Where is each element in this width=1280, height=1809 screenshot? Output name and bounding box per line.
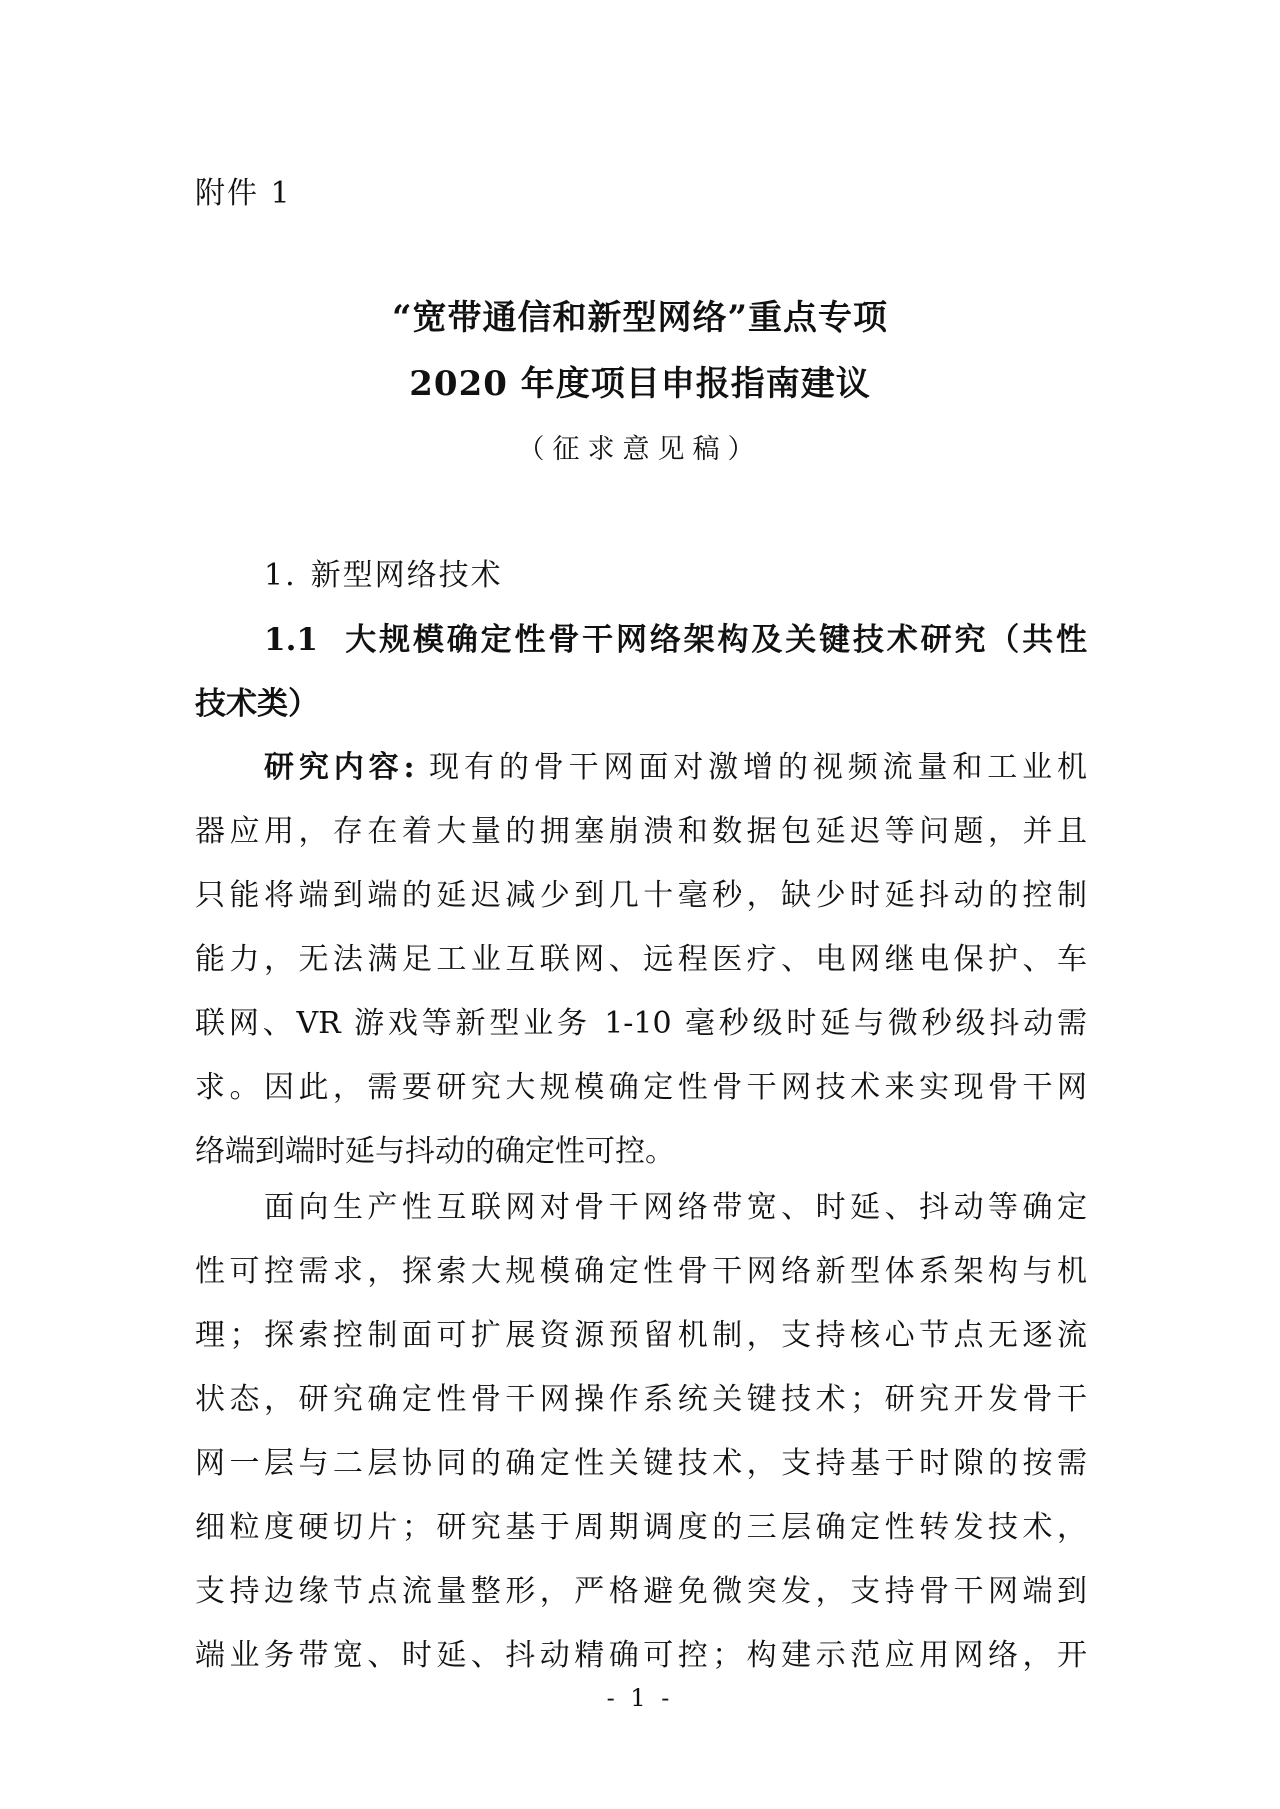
section-heading — [264, 550, 503, 594]
subsection-number: 1.1 — [264, 622, 318, 658]
paragraph-line: 络端到端时延与抖动的确定性可控。 — [195, 1134, 675, 1169]
paragraph-research-content — [195, 736, 1087, 1184]
paragraph-line: 网一层与二层协同的确定性关键技术，支持基于时隙的按需 — [195, 1446, 1087, 1481]
page-number: - 1 - — [606, 1684, 674, 1712]
paragraph-line: 性可控需求，探索大规模确定性骨干网络新型体系架构与机 — [195, 1254, 1087, 1289]
paragraph-objectives — [195, 1176, 1087, 1688]
paragraph-line: 理；探索控制面可扩展资源预留机制，支持核心节点无逐流 — [195, 1318, 1087, 1353]
section-title: 新型网络技术 — [310, 558, 503, 593]
paragraph-line: 面向生产性互联网对骨干网络带宽、时延、抖动等确定 — [264, 1190, 1087, 1225]
document-title-note: （征求意见稿） — [517, 434, 763, 465]
paragraph-line: 联网、VR 游戏等新型业务 1-10 毫秒级时延与微秒级抖动需 — [195, 1006, 1087, 1041]
subsection-title-line1: 大规模确定性骨干网络架构及关键技术研究（共性 — [345, 622, 1087, 658]
section-number: 1. — [264, 558, 297, 593]
paragraph-line: 细粒度硬切片；研究基于周期调度的三层确定性转发技术， — [195, 1510, 1087, 1545]
subsection-heading-line2: 技术类） — [195, 686, 319, 722]
paragraph-line: 求。因此，需要研究大规模确定性骨干网技术来实现骨干网 — [195, 1070, 1087, 1105]
subsection-heading-line1 — [195, 608, 1087, 672]
paragraph-line: 只能将端到端的延迟减少到几十毫秒，缺少时延抖动的控制 — [195, 878, 1087, 913]
paragraph-line — [195, 736, 1087, 800]
paragraph-line: 能力，无法满足工业互联网、远程医疗、电网继电保护、车 — [195, 942, 1087, 977]
paragraph-text: 现有的骨干网面对激增的视频流量和工业机 — [429, 750, 1088, 785]
attachment-label: 附件 1 — [195, 176, 292, 211]
paragraph-line: 支持边缘节点流量整形，严格避免微突发，支持骨干网端到 — [195, 1574, 1087, 1609]
paragraph-line: 器应用，存在着大量的拥塞崩溃和数据包延迟等问题，并且 — [195, 814, 1087, 849]
paragraph-line: 状态，研究确定性骨干网操作系统关键技术；研究开发骨干 — [195, 1382, 1087, 1417]
research-content-label: 研究内容: — [264, 750, 415, 785]
document-title-line1: “宽带通信和新型网络”重点专项 — [391, 298, 889, 338]
paragraph-line: 端业务带宽、时延、抖动精确可控；构建示范应用网络，开 — [195, 1638, 1087, 1673]
document-title-line2: 2020 年度项目申报指南建议 — [409, 364, 871, 404]
